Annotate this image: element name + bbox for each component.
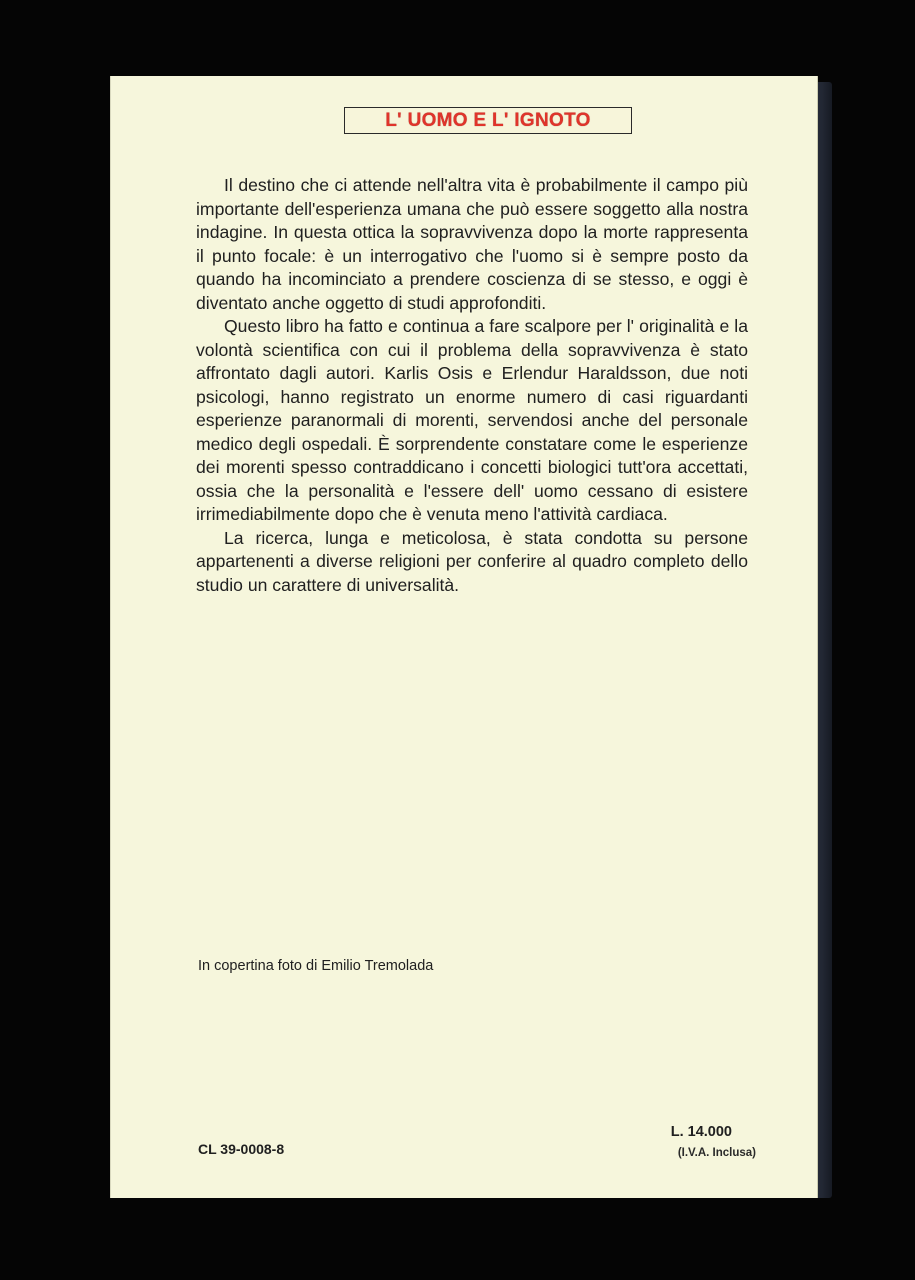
blurb-paragraph-1: Il destino che ci attende nell'altra vita è probabilmente il campo più importante dell'esperienza umana che può essere soggetto alla nostra indagine. In questa ottica la sopravvivenza dopo la morte rappresenta il punto focale: è un interrogativo che l'uomo si è sempre posto da quando ha incominciato a prendere coscienza di se stesso, e oggi è diventato anche oggetto di studi approfonditi. bbox=[196, 175, 748, 313]
price: L. 14.000 bbox=[670, 1124, 732, 1140]
series-title: L' UOMO E L' IGNOTO bbox=[385, 110, 591, 131]
cover-photo-credit: In copertina foto di Emilio Tremolada bbox=[198, 958, 434, 974]
catalog-code: CL 39-0008-8 bbox=[198, 1141, 285, 1157]
blurb-paragraph-3: La ricerca, lunga e meticolosa, è stata condotta su persone appartenenti a diverse religioni per conferire al quadro completo dello studio un carattere di universalità. bbox=[196, 527, 748, 595]
book-back-cover bbox=[110, 76, 818, 1198]
tax-note: (I.V.A. Inclusa) bbox=[677, 1147, 756, 1159]
blurb-paragraph-2: Questo libro ha fatto e continua a fare scalpore per l' originalità e la volontà scientifica con cui il problema della sopravvivenza è stato affrontato dagli autori. Karlis Osis e Erlendur Haraldsson, due noti psicologi, hanno registrato un enorme numero di casi riguardanti esperienze paranormali di morenti, servendosi anche del personale medico degli ospedali. È sorprendente constatare come le esperienze dei morenti spesso contraddicano i concetti biologici tutt'ora accettati, ossia che la personalità e l'essere dell' uomo cessano di esistere irrimediabilmente dopo che è venuta meno l'attività cardiaca. bbox=[196, 316, 748, 524]
series-label-box bbox=[344, 107, 632, 134]
blurb-text bbox=[196, 174, 748, 597]
